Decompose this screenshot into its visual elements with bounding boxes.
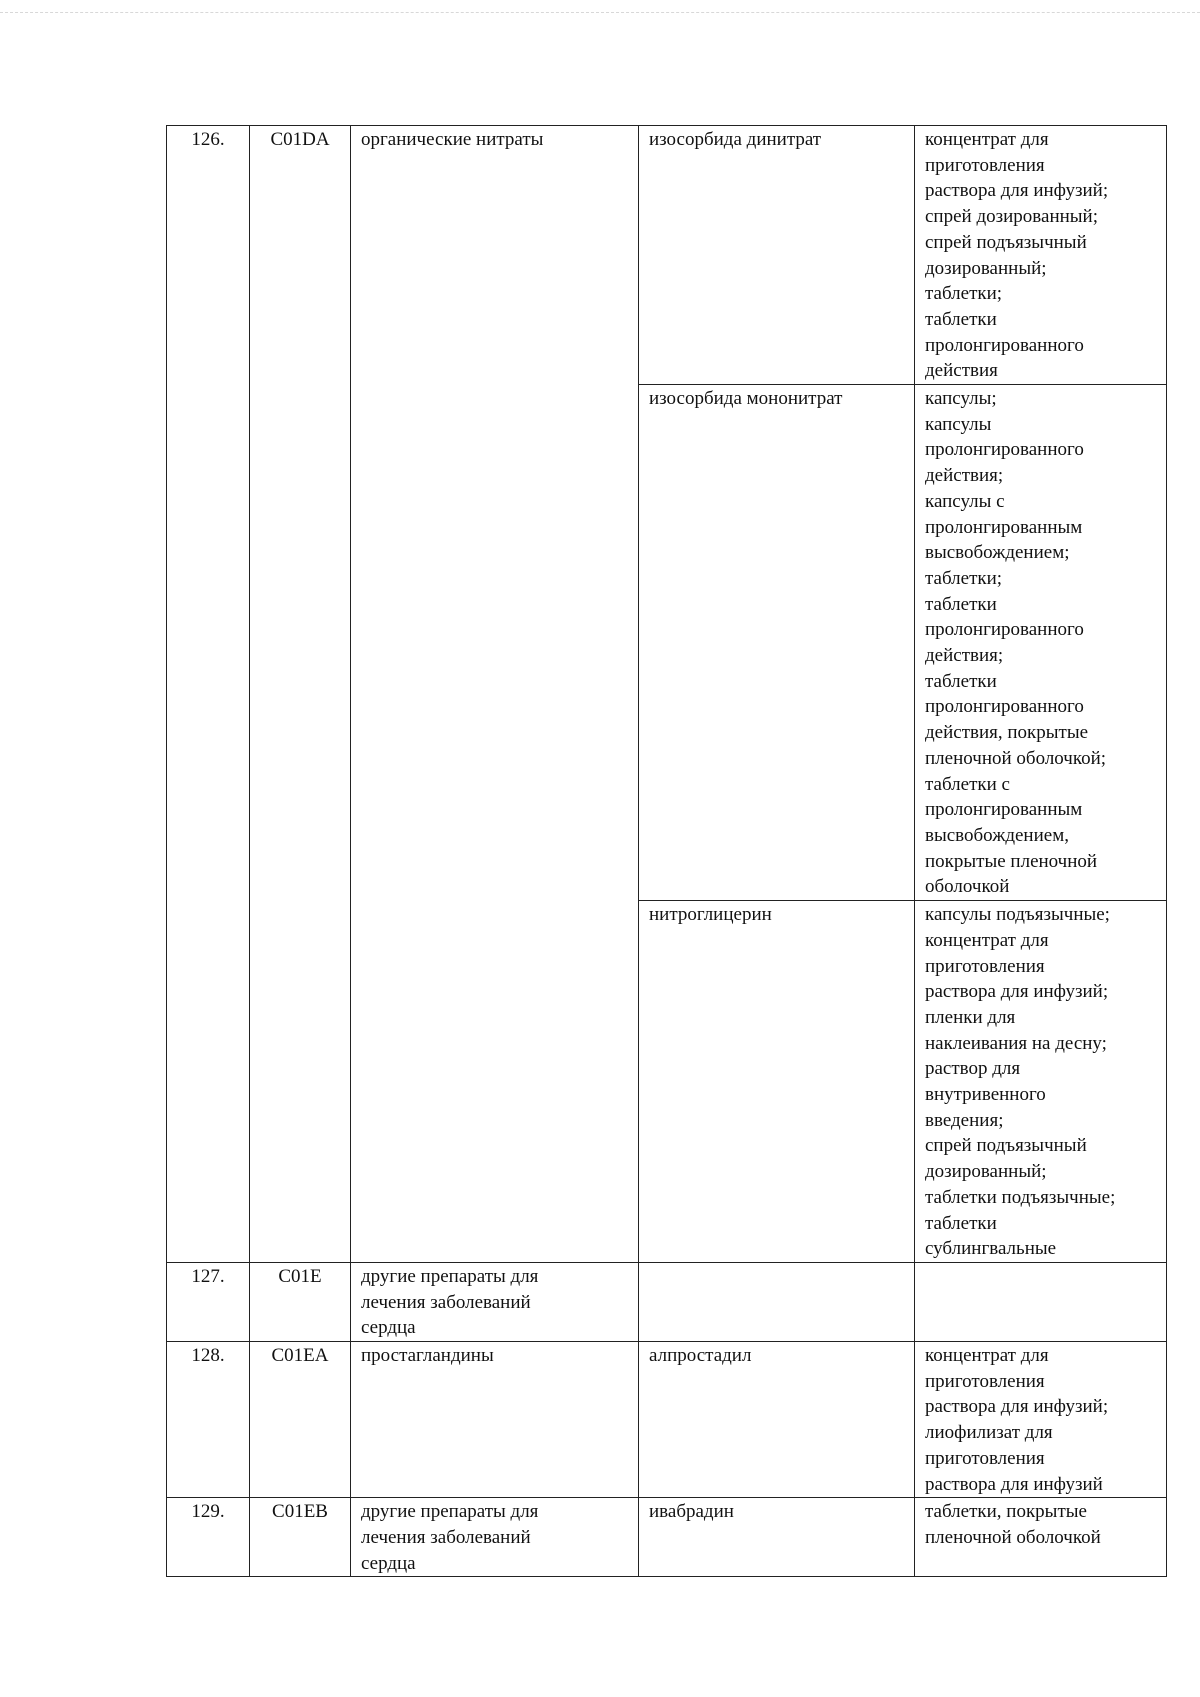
group-line: другие препараты для xyxy=(361,1501,539,1523)
dosage-form-line: сублингвальные xyxy=(925,1238,1057,1260)
pharmacological-group: органические нитраты xyxy=(351,126,639,1263)
dosage-form-line: пролонгированного xyxy=(925,696,1084,718)
dosage-form-line: концентрат для xyxy=(925,929,1049,951)
dosage-forms xyxy=(915,126,1167,385)
dosage-form-line: концентрат для xyxy=(925,129,1049,150)
group-line: простагландины xyxy=(361,1345,494,1367)
dosage-form-line: лиофилизат для xyxy=(925,1422,1053,1444)
drug-name: нитроглицерин xyxy=(639,901,915,1263)
group-line: лечения заболеваний xyxy=(361,1526,531,1548)
dosage-form-line: спрей подъязычный xyxy=(925,1135,1087,1157)
dosage-form-line: приготовления xyxy=(925,1447,1045,1469)
dosage-forms xyxy=(915,901,1167,1263)
dosage-form-line: раствора для инфузий; xyxy=(925,1396,1109,1418)
dosage-form-line: наклеивания на десну; xyxy=(925,1032,1107,1054)
pharmacological-group xyxy=(351,1342,639,1498)
dosage-form-line: таблетки; xyxy=(925,567,1003,589)
group-line: лечения заболеваний xyxy=(361,1291,531,1313)
group-line: сердца xyxy=(361,1317,416,1339)
dosage-form-line: пролонгированным xyxy=(925,799,1083,821)
dosage-form-line: действия; xyxy=(925,465,1004,487)
dosage-form-line: действия; xyxy=(925,645,1004,667)
dosage-form-line: таблетки xyxy=(925,670,997,692)
pharmacological-group xyxy=(351,1262,639,1341)
dosage-form-line: пленочной оболочкой; xyxy=(925,747,1107,769)
dosage-form-line: пленки для xyxy=(925,1006,1016,1028)
drug-name: алпростадил xyxy=(639,1342,915,1498)
dosage-form-line: высвобождением; xyxy=(925,542,1070,564)
dosage-form-line: раствор для xyxy=(925,1058,1021,1080)
dosage-form-line: приготовления xyxy=(925,154,1045,176)
drug-name: изосорбида мононитрат xyxy=(639,385,915,901)
dosage-form-line: таблетки xyxy=(925,308,997,330)
table-row xyxy=(167,1498,1167,1577)
dosage-form-line: капсулы; xyxy=(925,388,997,410)
dosage-form-line: спрей дозированный; xyxy=(925,206,1098,228)
row-number: 129. xyxy=(167,1498,250,1577)
dosage-form-line: таблетки xyxy=(925,1212,997,1234)
dosage-form-line: пролонгированного xyxy=(925,334,1084,356)
dosage-form-line: капсулы с xyxy=(925,490,1005,512)
dosage-form-line: покрытые пленочной xyxy=(925,850,1098,872)
dosage-form-line: действия xyxy=(925,360,998,382)
table-row xyxy=(167,126,1167,385)
row-number: 127. xyxy=(167,1262,250,1341)
dosage-form-line: приготовления xyxy=(925,1370,1045,1392)
atc-code: C01EA xyxy=(250,1342,351,1498)
dosage-form-line: капсулы подъязычные; xyxy=(925,904,1110,926)
dosage-form-line: таблетки с xyxy=(925,773,1010,795)
pharmacological-group xyxy=(351,1498,639,1577)
dosage-form-line: действия, покрытые xyxy=(925,722,1089,744)
drug-list-table xyxy=(166,125,1167,1577)
dosage-form-line: пленочной оболочкой xyxy=(925,1526,1101,1548)
atc-code: C01EB xyxy=(250,1498,351,1577)
table-row xyxy=(167,1342,1167,1498)
dosage-form-line: дозированный; xyxy=(925,1161,1047,1183)
dosage-form-line: оболочкой xyxy=(925,876,1010,898)
row-number: 128. xyxy=(167,1342,250,1498)
dosage-form-line: внутривенного xyxy=(925,1084,1046,1106)
drug-name xyxy=(639,1262,915,1341)
group-line: другие препараты для xyxy=(361,1265,539,1287)
dosage-form-line: введения; xyxy=(925,1109,1004,1131)
dosage-form-line: высвобождением, xyxy=(925,824,1069,846)
dosage-forms xyxy=(915,1262,1167,1341)
dosage-form-line: раствора для инфузий xyxy=(925,1473,1103,1495)
dosage-form-line: капсулы xyxy=(925,413,992,435)
atc-code: C01E xyxy=(250,1262,351,1341)
dosage-form-line: таблетки подъязычные; xyxy=(925,1186,1116,1208)
dosage-form-line: приготовления xyxy=(925,955,1045,977)
dosage-form-line: концентрат для xyxy=(925,1345,1049,1367)
dosage-form-line: раствора для инфузий; xyxy=(925,180,1109,202)
dosage-form-line: дозированный; xyxy=(925,257,1047,279)
dosage-form-line: таблетки; xyxy=(925,283,1003,305)
dosage-forms xyxy=(915,385,1167,901)
dosage-form-line: таблетки xyxy=(925,593,997,615)
atc-code: C01DA xyxy=(250,126,351,1263)
drug-name: ивабрадин xyxy=(639,1498,915,1577)
dosage-forms xyxy=(915,1342,1167,1498)
group-line: сердца xyxy=(361,1552,416,1574)
scan-edge-line xyxy=(0,12,1200,13)
dosage-form-line: пролонгированным xyxy=(925,516,1083,538)
dosage-form-line: раствора для инфузий; xyxy=(925,981,1109,1003)
table-row xyxy=(167,1262,1167,1341)
row-number: 126. xyxy=(167,126,250,1263)
dosage-form-line: таблетки, покрытые xyxy=(925,1501,1087,1523)
drug-name: изосорбида динитрат xyxy=(639,126,915,385)
dosage-forms xyxy=(915,1498,1167,1577)
dosage-form-line: спрей подъязычный xyxy=(925,231,1087,253)
dosage-form-line: пролонгированного xyxy=(925,439,1084,461)
dosage-form-line: пролонгированного xyxy=(925,619,1084,641)
